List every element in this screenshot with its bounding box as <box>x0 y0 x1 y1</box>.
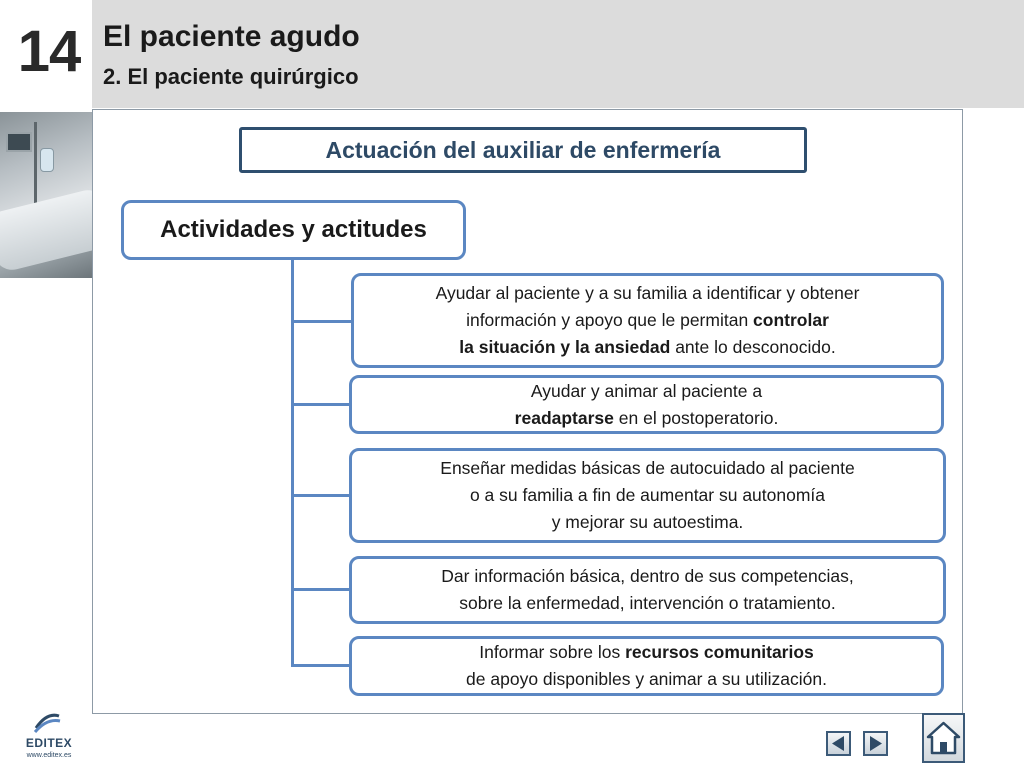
activity-item-text: sobre la enfermedad, intervención o tratamiento. <box>459 593 836 613</box>
activity-item-line <box>436 280 860 307</box>
activity-item-line <box>466 666 827 693</box>
home-button[interactable] <box>922 713 965 763</box>
activity-item-text: Dar información básica, dentro de sus competencias, <box>441 566 854 586</box>
prev-slide-button[interactable] <box>826 731 851 756</box>
activity-item-text: Informar sobre los <box>479 642 626 662</box>
activity-item-line <box>470 482 825 509</box>
logo-text: EDITEX <box>25 736 73 750</box>
header-bar <box>92 0 1024 108</box>
activity-item-line <box>459 334 835 361</box>
category-box: Actividades y actitudes <box>121 200 466 260</box>
diagram-heading: Actuación del auxiliar de enfermería <box>239 127 807 173</box>
activity-item-line <box>531 378 762 405</box>
home-icon <box>924 715 963 761</box>
activity-item-text: Enseñar medidas básicas de autocuidado al paciente <box>440 458 855 478</box>
activity-item-text: Ayudar al paciente y a su familia a identificar y obtener <box>435 283 860 303</box>
activity-item <box>351 273 944 368</box>
activity-item-line <box>440 455 854 482</box>
activity-item <box>349 448 946 543</box>
activity-item-text: o a su familia a fin de aumentar su autonomía <box>469 485 826 505</box>
tree-branch <box>291 588 353 591</box>
activity-item-text: en el postoperatorio. <box>613 407 779 428</box>
activity-item-line <box>441 563 853 590</box>
triangle-left-icon <box>828 733 849 754</box>
activity-item-text: de apoyo disponibles y animar a su utilización. <box>466 669 827 689</box>
activity-item-bold-text: readaptarse <box>514 407 614 428</box>
activity-item-bold-text: controlar <box>753 310 829 330</box>
tree-branch <box>291 320 353 323</box>
activity-item-line <box>459 590 835 617</box>
page-title: El paciente agudo <box>103 20 360 53</box>
tree-branch <box>291 494 353 497</box>
chapter-number: 14 <box>17 19 81 84</box>
tree-branch <box>291 664 353 667</box>
activity-item-text: ante lo desconocido. <box>670 337 836 357</box>
activity-item-bold-text: la situación y la ansiedad <box>459 337 671 357</box>
activity-item <box>349 556 946 624</box>
activity-item-text: Ayudar y animar al paciente a <box>530 380 763 401</box>
activity-item-line <box>466 307 829 334</box>
hospital-photo <box>0 112 92 278</box>
activity-item-text: y mejorar su autoestima. <box>551 512 744 532</box>
editex-logo <box>18 712 80 762</box>
tree-branch <box>291 403 353 406</box>
activity-item-line <box>552 509 744 536</box>
editex-logo-mark-icon <box>32 712 62 734</box>
triangle-right-icon <box>865 733 886 754</box>
activity-item-line <box>515 405 779 432</box>
activity-item <box>349 375 944 434</box>
activity-item-bold-text: recursos comunitarios <box>625 642 814 662</box>
activity-item <box>349 636 944 696</box>
logo-url: www.editex.es <box>26 752 72 759</box>
activity-item-line <box>479 639 814 666</box>
next-slide-button[interactable] <box>863 731 888 756</box>
page-subtitle: 2. El paciente quirúrgico <box>103 64 359 89</box>
activity-item-text: información y apoyo que le permitan <box>466 310 754 330</box>
